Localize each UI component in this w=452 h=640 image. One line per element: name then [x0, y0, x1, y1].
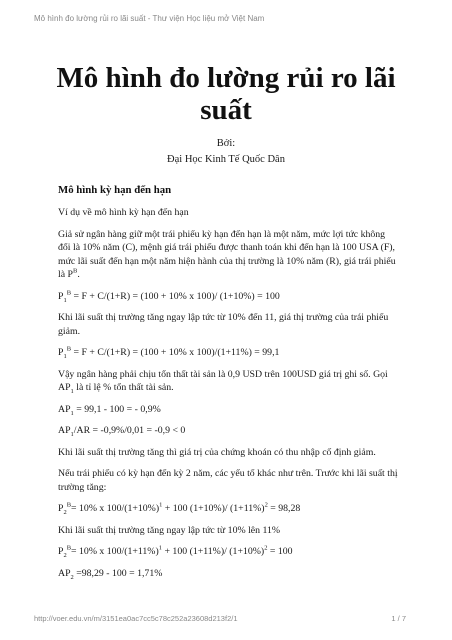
text-run: = F + C/(1+R) = (100 + 10% x 100)/(1+11%) = 99,1: [71, 347, 280, 358]
superscript: 1: [158, 544, 162, 552]
text-run: Giả sử ngân hàng giữ một trái phiếu kỳ hạn đến hạn là một năm, mức lợi tức không đổi là 10% năm (C), mệnh giá trái phiếu được thanh toán khi đến hạn là 100 USA (F), mức lãi suất đến hạn một năm hiện hành của thị trường là 10% năm (R), giá trái phiếu là P: [58, 228, 396, 280]
superscript: B: [66, 501, 72, 509]
page-number: 1 / 7: [391, 614, 406, 623]
subscript: 2: [63, 508, 67, 516]
text-run: = 99,1 - 100 = - 0,9%: [73, 403, 161, 415]
text-run: = 10% x 100/(1+11%): [71, 546, 159, 557]
text-run: P: [58, 290, 64, 302]
superscript: 2: [264, 501, 268, 509]
text-run: AP: [58, 567, 71, 579]
text-run: = 98,28: [267, 503, 301, 514]
subscript: 2: [70, 573, 74, 581]
text-run: + 100 (1+11%)/ (1+10%): [162, 546, 265, 557]
document-body: [58, 184, 398, 588]
section-heading: Mô hình kỳ hạn đến hạn: [58, 184, 172, 196]
formula: [58, 567, 398, 581]
formula: [58, 502, 398, 516]
text-run: P: [58, 347, 64, 358]
subscript: 1: [63, 352, 67, 360]
text-run: = 100: [267, 546, 293, 557]
text-run: .: [77, 269, 80, 280]
formula: [58, 424, 398, 438]
paragraph: Khi lãi suất thị trường tăng thì giá trị của chứng khoán có thu nhập cố định giảm.: [58, 446, 376, 458]
paragraph: Nếu trái phiếu có kỳ hạn đến kỳ 2 năm, các yếu tố khác như trên. Trước khi lãi suất thị trường tăng:: [58, 468, 398, 493]
subscript: 2: [63, 551, 67, 559]
text-run: + 100 (1+10%)/ (1+11%): [162, 503, 265, 514]
page-footer: [34, 614, 406, 623]
footer-url[interactable]: http://voer.edu.vn/m/3151ea0ac7cc5c78c252a23608d213f2/1: [34, 614, 238, 623]
document-title: Mô hình đo lường rủi ro lãi suất: [56, 62, 396, 126]
byline: [0, 136, 452, 168]
subscript: 1: [70, 430, 74, 438]
superscript: B: [66, 345, 72, 353]
author: Đại Học Kinh Tế Quốc Dân: [167, 154, 285, 165]
text-run: P: [58, 546, 64, 557]
formula: [58, 290, 398, 304]
superscript: B: [66, 289, 72, 297]
text-run: =98,29 - 100 = 1,71%: [73, 567, 163, 579]
text-run: = 10% x 100/(1+10%): [71, 503, 160, 514]
subscript: 1: [63, 296, 67, 304]
page-header: Mô hình đo lường rủi ro lãi suất - Thư viện Học liệu mở Việt Nam: [34, 14, 265, 23]
paragraph: Khi lãi suất thị trường tăng ngay lập tức từ 10% lên 11%: [58, 524, 281, 536]
text-run: là tỉ lệ % tổn thất tài sản.: [73, 382, 174, 393]
text-run: = F + C/(1+R) = (100 + 10% x 100)/ (1+10%) = 100: [71, 290, 280, 302]
superscript: B: [72, 267, 78, 275]
subscript: 1: [70, 409, 74, 417]
text-run: Vậy ngân hàng phải chịu tổn thất tài sản là 0,9 USD trên 100USD giá trị ghi số. Gọi AP: [58, 368, 388, 393]
text-run: /AR = -0,9%/0,01 = -0,9 < 0: [73, 425, 186, 436]
paragraph: Ví dụ về mô hình kỳ hạn đến hạn: [58, 207, 189, 218]
text-run: AP: [58, 425, 71, 436]
paragraph: [58, 368, 398, 395]
superscript: 2: [264, 544, 268, 552]
text-run: P: [58, 503, 64, 514]
formula: [58, 545, 398, 559]
subscript: 1: [70, 387, 74, 395]
by-label: Bởi:: [216, 138, 236, 149]
formula: [58, 346, 398, 360]
text-run: AP: [58, 403, 71, 415]
superscript: 1: [159, 501, 163, 509]
paragraph: Khi lãi suất thị trường tăng ngay lập tức từ 10% đến 11, giá thị trường của trái phiếu giảm.: [58, 312, 389, 337]
formula: [58, 403, 398, 417]
superscript: B: [66, 544, 72, 552]
paragraph: [58, 228, 398, 282]
